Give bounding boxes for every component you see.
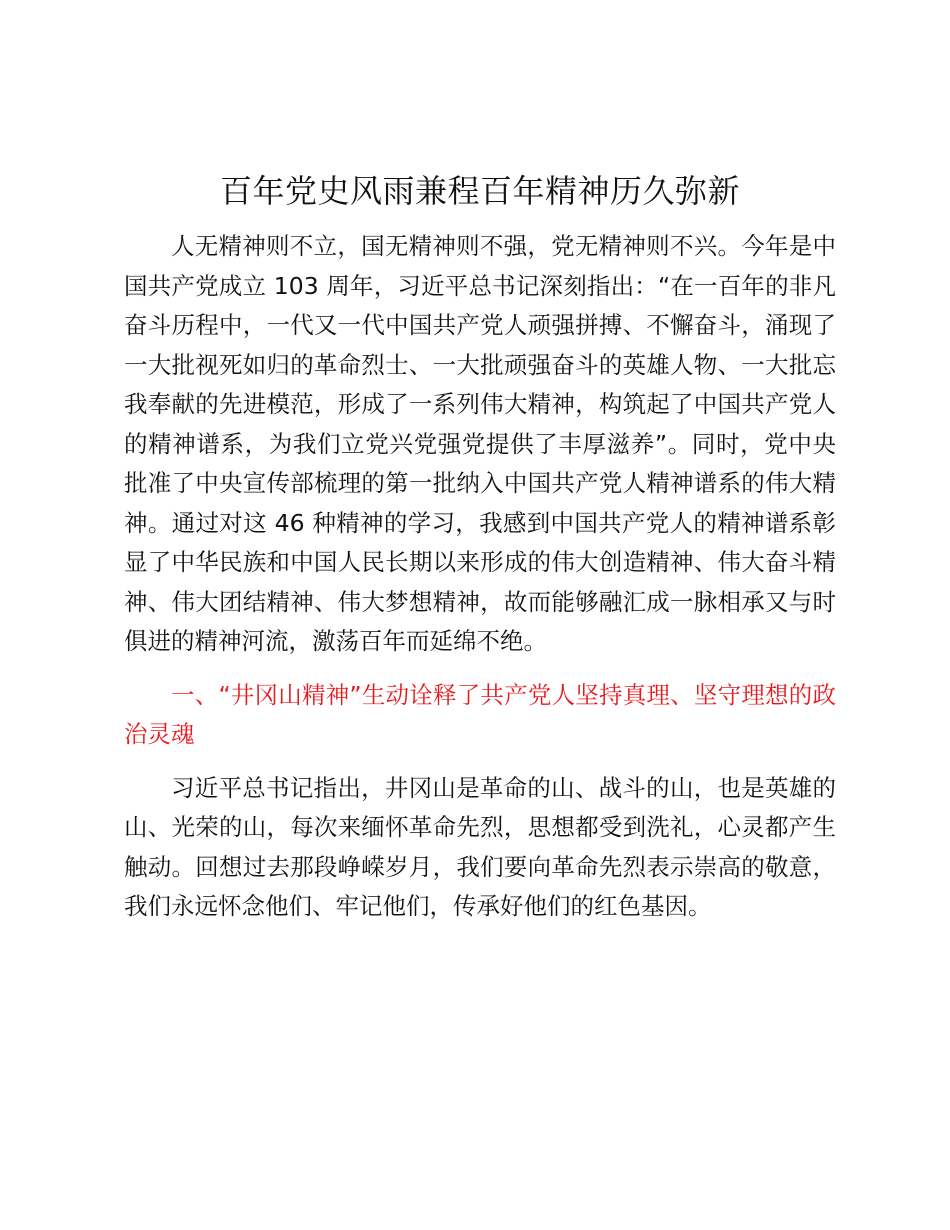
document-content: [124, 165, 836, 927]
section-heading: 一、“井冈山精神”生动诠释了共产党人坚持真理、坚守理想的政治灵魂: [124, 680, 836, 748]
section-paragraph: 习近平总书记指出，井冈山是革命的山、战斗的山，也是英雄的山、光荣的山，每次来缅怀革命先烈，思想都受到洗礼，心灵都产生触动。回想过去那段峥嵘岁月，我们要向革命先烈表示崇高的敬意，我们永远怀念他们、牢记他们，传承好他们的红色基因。: [124, 773, 836, 920]
document-title: 百年党史风雨兼程百年精神历久弥新: [219, 172, 740, 210]
intro-paragraph: 人无精神则不立，国无精神则不强，党无精神则不兴。今年是中国共产党成立 103 周年，习近平总书记深刻指出：“在一百年的非凡奋斗历程中，一代又一代中国共产党人顽强拼搏、不懈奋斗，涌现了一大批视死如归的革命烈士、一大批顽强奋斗的英雄人物、一大批忘我奉献的先进模范，形成了一系列伟大精神，构筑起了中国共产党人的精神谱系，为我们立党兴党强党提供了丰厚滋养”。同时，党中央批准了中央宣传部梳理的第一批纳入中国共产党人精神谱系的伟大精神。通过对这 46 种精神的学习，我感到中国共产党人的精神谱系彰显了中华民族和中国人民长期以来形成的伟大创造精神、伟大奋斗精神、伟大团结精神、伟大梦想精神，故而能够融汇成一脉相承又与时俱进的精神河流，激荡百年而延绵不绝。: [124, 232, 836, 655]
